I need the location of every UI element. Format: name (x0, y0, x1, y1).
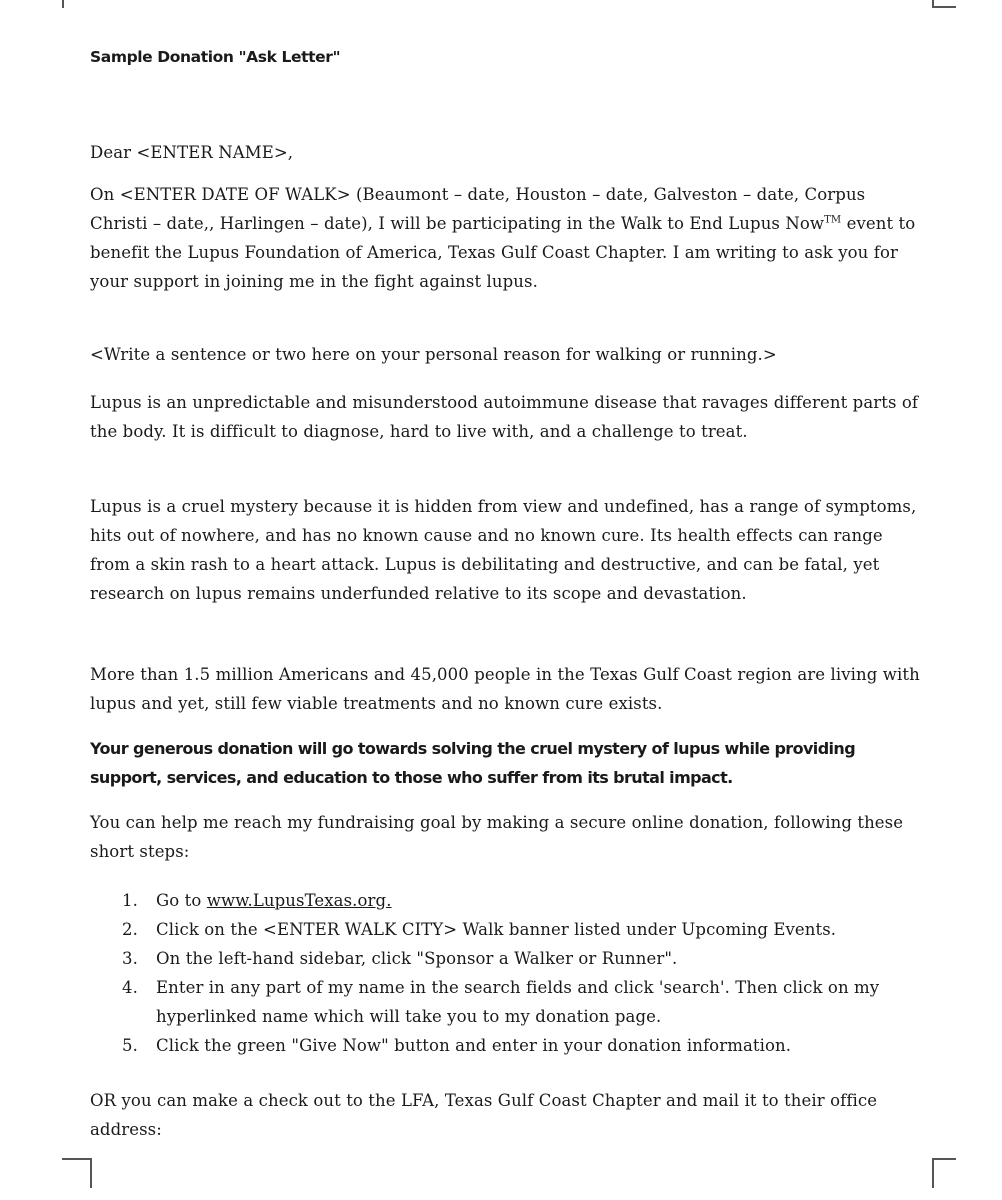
step-number: 3. (122, 949, 138, 968)
walk-intro-text-a: On <ENTER DATE OF WALK> (Beaumont – date, Houston – date, Galveston – date, Corpus Christi – date,, Harlingen – date), I will be participating in the Walk to End Lupus Now (90, 185, 866, 233)
paragraph-personal-reason: <Write a sentence or two here on your personal reason for walking or running.> (90, 345, 777, 364)
lupus-texas-link[interactable]: www.LupusTexas.org. (206, 891, 392, 910)
salutation: Dear <ENTER NAME>, (90, 143, 294, 162)
walk-intro-text-b: event to benefit the Lupus Foundation of America, Texas Gulf Coast Chapter. I am writing to ask you for your support in joining me in the fight against lupus. (90, 214, 916, 291)
letter-body (90, 46, 920, 1139)
list-item (122, 886, 956, 915)
trademark-mark: TM (824, 214, 842, 226)
list-item (122, 973, 956, 1031)
step-number: 4. (122, 978, 138, 997)
step-text: On the left-hand sidebar, click "Sponsor a Walker or Runner". (156, 949, 678, 968)
step-text: Enter in any part of my name in the search fields and click 'search'. Then click on my hyperlinked name which will take you to my donation page. (156, 978, 880, 1026)
step-text: Go to (156, 891, 207, 910)
crop-mark-bottom-left-v (90, 1158, 92, 1188)
paragraph-donation-appeal: Your generous donation will go towards solving the cruel mystery of lupus while providing support, services, and education to those who suffer from its brutal impact. (90, 739, 856, 787)
step-number: 5. (122, 1036, 138, 1055)
step-text: Click on the <ENTER WALK CITY> Walk banner listed under Upcoming Events. (156, 920, 837, 939)
donation-steps-list (120, 886, 956, 1060)
paragraph-statistics: More than 1.5 million Americans and 45,000 people in the Texas Gulf Coast region are living with lupus and yet, still few viable treatments and no known cure exists. (90, 665, 920, 713)
paragraph-fundraising-goal: You can help me reach my fundraising goal by making a secure online donation, following these short steps: (90, 813, 904, 861)
list-item (122, 1031, 956, 1060)
crop-mark-bottom-right-h (932, 1158, 956, 1160)
list-item (122, 915, 956, 944)
list-item (122, 944, 956, 973)
step-number: 2. (122, 920, 138, 939)
step-number: 1. (122, 891, 138, 910)
step-text: Click the green "Give Now" button and enter in your donation information. (156, 1036, 792, 1055)
paragraph-lupus-description: Lupus is an unpredictable and misunderstood autoimmune disease that ravages different parts of the body. It is difficult to diagnose, hard to live with, and a challenge to treat. (90, 393, 919, 441)
crop-mark-bottom-right-v (932, 1158, 934, 1188)
paragraph-lupus-mystery: Lupus is a cruel mystery because it is hidden from view and undefined, has a range of symptoms, hits out of nowhere, and has no known cause and no known cure. Its health effects can range from a skin rash to a heart attack. Lupus is debilitating and destructive, and can be fatal, yet research on lupus remains underfunded relative to its scope and devastation. (90, 497, 917, 603)
crop-mark-top-left (62, 0, 64, 8)
paragraph-walk-intro (90, 180, 920, 296)
crop-mark-top-right-h (932, 6, 956, 8)
letter-title: Sample Donation "Ask Letter" (90, 48, 341, 66)
paragraph-check-option: OR you can make a check out to the LFA, Texas Gulf Coast Chapter and mail it to their office address: (90, 1091, 878, 1139)
crop-mark-bottom-left-h (62, 1158, 92, 1160)
